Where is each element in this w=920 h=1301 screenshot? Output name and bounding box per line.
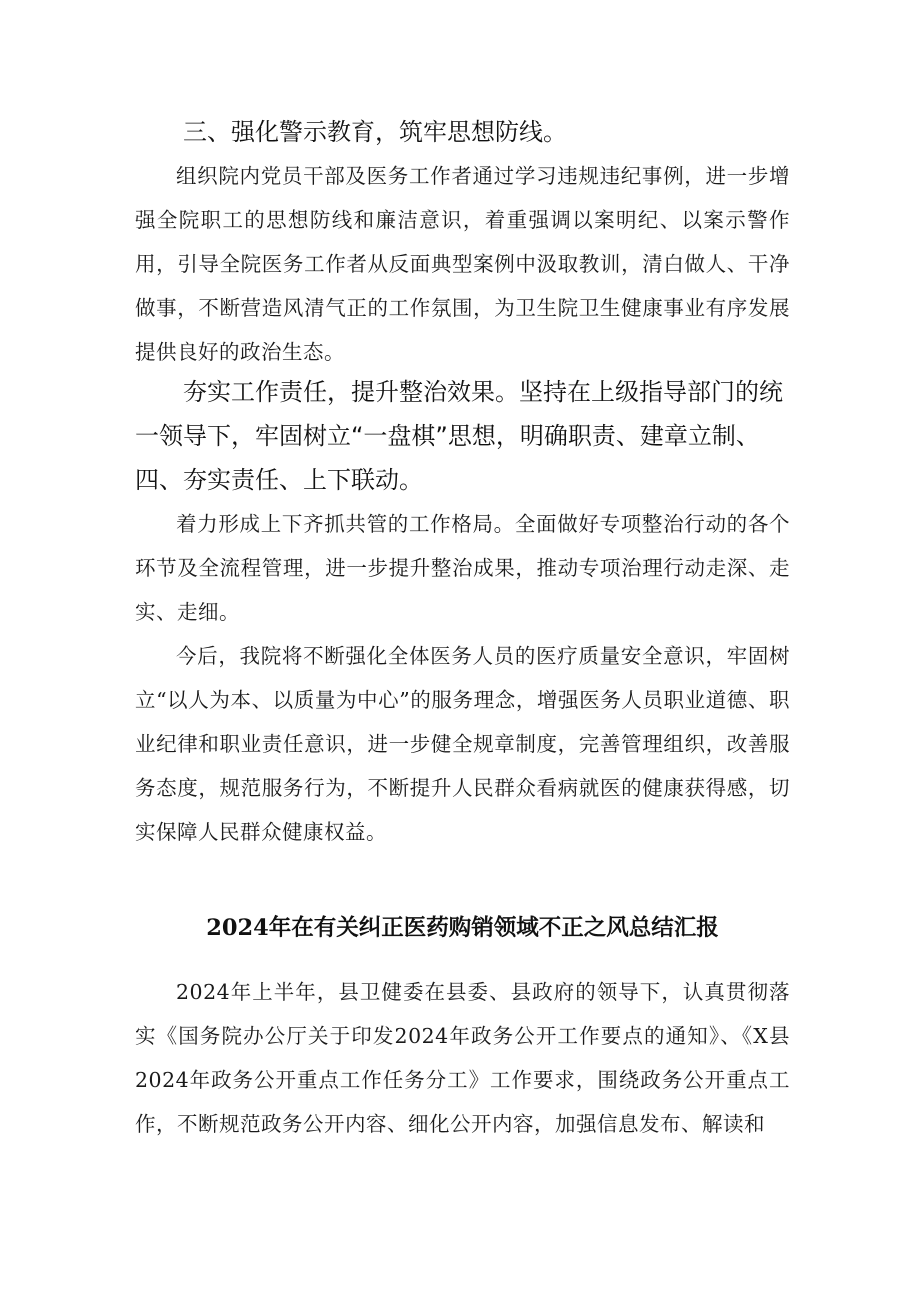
section-heading-warning-education: 三、强化警示教育，筑牢思想防线。 xyxy=(183,118,567,146)
paragraph-work-pattern: 着力形成上下齐抓共管的工作格局。全面做好专项整治行动的各个环节及全流程管理，进一步提升整治成果，推动专项治理行动走深、走实、走细。 xyxy=(135,512,790,624)
paragraph-warning-education: 组织院内党员干部及医务工作者通过学习违规违纪事例，进一步增强全院职工的思想防线和廉洁意识，着重强调以案明纪、以案示警作用，引导全院医务工作者从反面典型案例中汲取教训，清白做人、干净做事，不断营造风清气正的工作氛围，为卫生院卫生健康事业有序发展提供良好的政治生态。 xyxy=(135,164,790,364)
report-title: 2024年在有关纠正医药购销领域不正之风总结汇报 xyxy=(206,915,719,941)
report-intro-paragraph: 2024年上半年，县卫健委在县委、县政府的领导下，认真贯彻落实《国务院办公厅关于印发2024年政务公开工作要点的通知》、《X县2024年政务公开重点工作任务分工》工作要求，围绕政务公开重点工作，不断规范政务公开内容、细化公开内容，加强信息发布、解读和 xyxy=(135,980,790,1136)
paragraph-future-plans: 今后，我院将不断强化全体医务人员的医疗质量安全意识，牢固树立“以人为本、以质量为中心”的服务理念，增强医务人员职业道德、职业纪律和职业责任意识，进一步健全规章制度，完善管理组织，改善服务态度，规范服务行为，不断提升人民群众看病就医的健康获得感，切实保障人民群众健康权益。 xyxy=(135,644,790,844)
section-heading-responsibility: 夯实工作责任，提升整治效果。坚持在上级指导部门的统一领导下，牢固树立“一盘棋”思想，明确职责、建章立制、四、夯实责任、上下联动。 xyxy=(135,378,783,494)
